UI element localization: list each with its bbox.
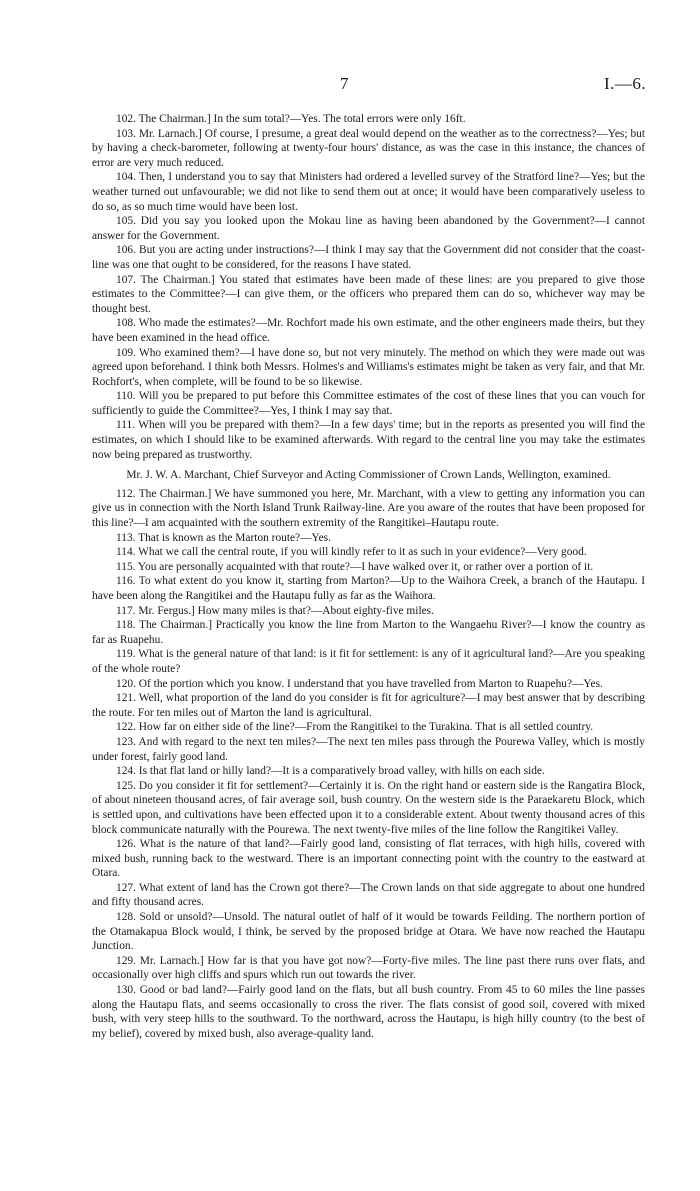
paragraph: 127. What extent of land has the Crown got there?—The Crown lands on that side aggregate to about one hundred and fifty thousand acres.	[92, 881, 645, 909]
paragraph: 117. Mr. Fergus.] How many miles is that?—About eighty-five miles.	[116, 604, 434, 617]
document-reference: I.—6.	[604, 74, 647, 93]
paragraph: 118. The Chairman.] Practically you know the line from Marton to the Wangaehu River?—I know the country as far as Ruapehu.	[92, 619, 645, 646]
paragraph: 116. To what extent do you know it, starting from Marton?—Up to the Waihora Creek, a branch of the Hautapu. I have been along the Rangitikei and the Hautapu fully as far as the Waihora.	[92, 575, 645, 602]
paragraph: 104. Then, I understand you to say that Ministers had ordered a levelled survey of the Stratford line?—Yes; but the weather turned out unfavourable; we did not like to send them out at once; it would have been comparatively useless to do so, as so much time would have been lost.	[92, 171, 645, 213]
paragraph: 125. Do you consider it fit for settlement?—Certainly it is. On the right hand or eastern side is the Rangatira Block, of about nineteen thousand acres, of fair average soil, bush country. On the western side is the Paraekaretu Block, which is settled upon, and cultivations have been effected upon it to a considerable extent. About twenty thousand acres of this block communicate naturally with the Pourewa. The next twenty-five miles of the line follow the Rangitikei Valley.	[92, 779, 645, 836]
paragraph: 121. Well, what proportion of the land do you consider is fit for agriculture?—I may best answer that by describing the route. For ten miles out of Marton the land is agricultural.	[92, 692, 645, 719]
paragraph: 115. You are personally acquainted with that route?—I have walked over it, or rather over a portion of it.	[116, 560, 594, 573]
paragraph: 112. The Chairman.] We have summoned you here, Mr. Marchant, with a view to getting any information you can give us in connection with the North Island Trunk Railway-line. Are you aware of the routes that have been proposed for this line?—I am acquainted with the southern extremity of the Rangitikei–Hautapu route.	[92, 487, 645, 530]
paragraph: 114. What we call the central route, if you will kindly refer to it as such in your evidence?—Very good.	[116, 546, 587, 559]
paragraph: 119. What is the general nature of that land: is it fit for settlement: is any of it agricultural land?—Are you speaking of the whole route?	[92, 648, 645, 675]
page-number: 7	[340, 74, 349, 93]
body-text	[92, 112, 645, 1041]
paragraph: 123. And with regard to the next ten miles?—The next ten miles pass through the Pourewa Valley, which is mostly under forest, fairly good land.	[92, 735, 645, 763]
paragraph: 122. How far on either side of the line?—From the Rangitikei to the Turakina. That is all settled country.	[116, 721, 594, 734]
witness-heading: Mr. J. W. A. Marchant, Chief Surveyor and Acting Commissioner of Crown Lands, Wellington, examined.	[126, 469, 611, 482]
paragraph: 124. Is that flat land or hilly land?—It is a comparatively broad valley, with hills on each side.	[116, 765, 545, 778]
paragraph: 108. Who made the estimates?—Mr. Rochfort made his own estimate, and the other engineers made theirs, but they have been examined in the head office.	[92, 317, 645, 344]
paragraph: 106. But you are acting under instructions?—I think I may say that the Government did not consider that the coast-line was one that ought to be considered, for the reasons I have stated.	[92, 244, 645, 271]
paragraph: 113. That is known as the Marton route?—Yes.	[116, 531, 331, 544]
paragraph: 126. What is the nature of that land?—Fairly good land, consisting of flat terraces, with high hills, covered with mixed bush, running back to the westward. There is an important connecting point with the country to the eastward at Otara.	[92, 838, 645, 880]
paragraph: 102. The Chairman.] In the sum total?—Yes. The total errors were only 16ft.	[116, 113, 466, 125]
paragraph: 129. Mr. Larnach.] How far is that you have got now?—Forty-five miles. The line past there runs over flats, and occasionally over high cliffs and spurs which run out towards the river.	[92, 954, 645, 982]
paragraph: 130. Good or bad land?—Fairly good land on the flats, but all bush country. From 45 to 60 miles the line passes along the Hautapu flats, and seems occasionally to cross the river. The flats consist of good soil, covered with mixed bush, with very steep hills to the southward. To the northward, across the Hautapu, is high hilly country (to the best of my belief), covered by mixed bush, also average-quality land.	[92, 984, 645, 1040]
paragraph: 109. Who examined them?—I have done so, but not very minutely. The method on which they were made out was agreed upon beforehand. I think both Messrs. Holmes's and Williams's estimates might be taken as very fair, and that Mr. Rochfort's, when complete, will be found to be so likewise.	[92, 346, 645, 388]
paragraph: 110. Will you be prepared to put before this Committee estimates of the cost of these lines that you can vouch for sufficiently to guide the Committee?—Yes, I think I may say that.	[92, 390, 645, 417]
paragraph: 120. Of the portion which you know. I understand that you have travelled from Marton to Ruapehu?—Yes.	[116, 677, 603, 690]
paragraph: 111. When will you be prepared with them?—In a few days' time; but in the reports as presented you will find the estimates, on which I should like to be examined afterwards. With regard to the central line you may take the estimates now being prepared as trustworthy.	[92, 419, 645, 461]
paragraph: 128. Sold or unsold?—Unsold. The natural outlet of half of it would be towards Feilding. The northern portion of the Otamakapua Block would, I think, be served by the proposed bridge at Otara. We have now reached the Hautapu Junction.	[92, 911, 645, 953]
paragraph: 107. The Chairman.] You stated that estimates have been made of these lines: are you prepared to give those estimates to the Committee?—I can give them, or the officers who prepared them can do so, whichever way may be thought best.	[92, 273, 645, 315]
paragraph: 105. Did you say you looked upon the Mokau line as having been abandoned by the Government?—I cannot answer for the Government.	[92, 215, 645, 242]
paragraph: 103. Mr. Larnach.] Of course, I presume, a great deal would depend on the weather as to the correctness?—Yes; but by having a check-barometer, following at twenty-four hours' distance, as was the case in this instance, the chances of error are very much reduced.	[92, 127, 645, 169]
